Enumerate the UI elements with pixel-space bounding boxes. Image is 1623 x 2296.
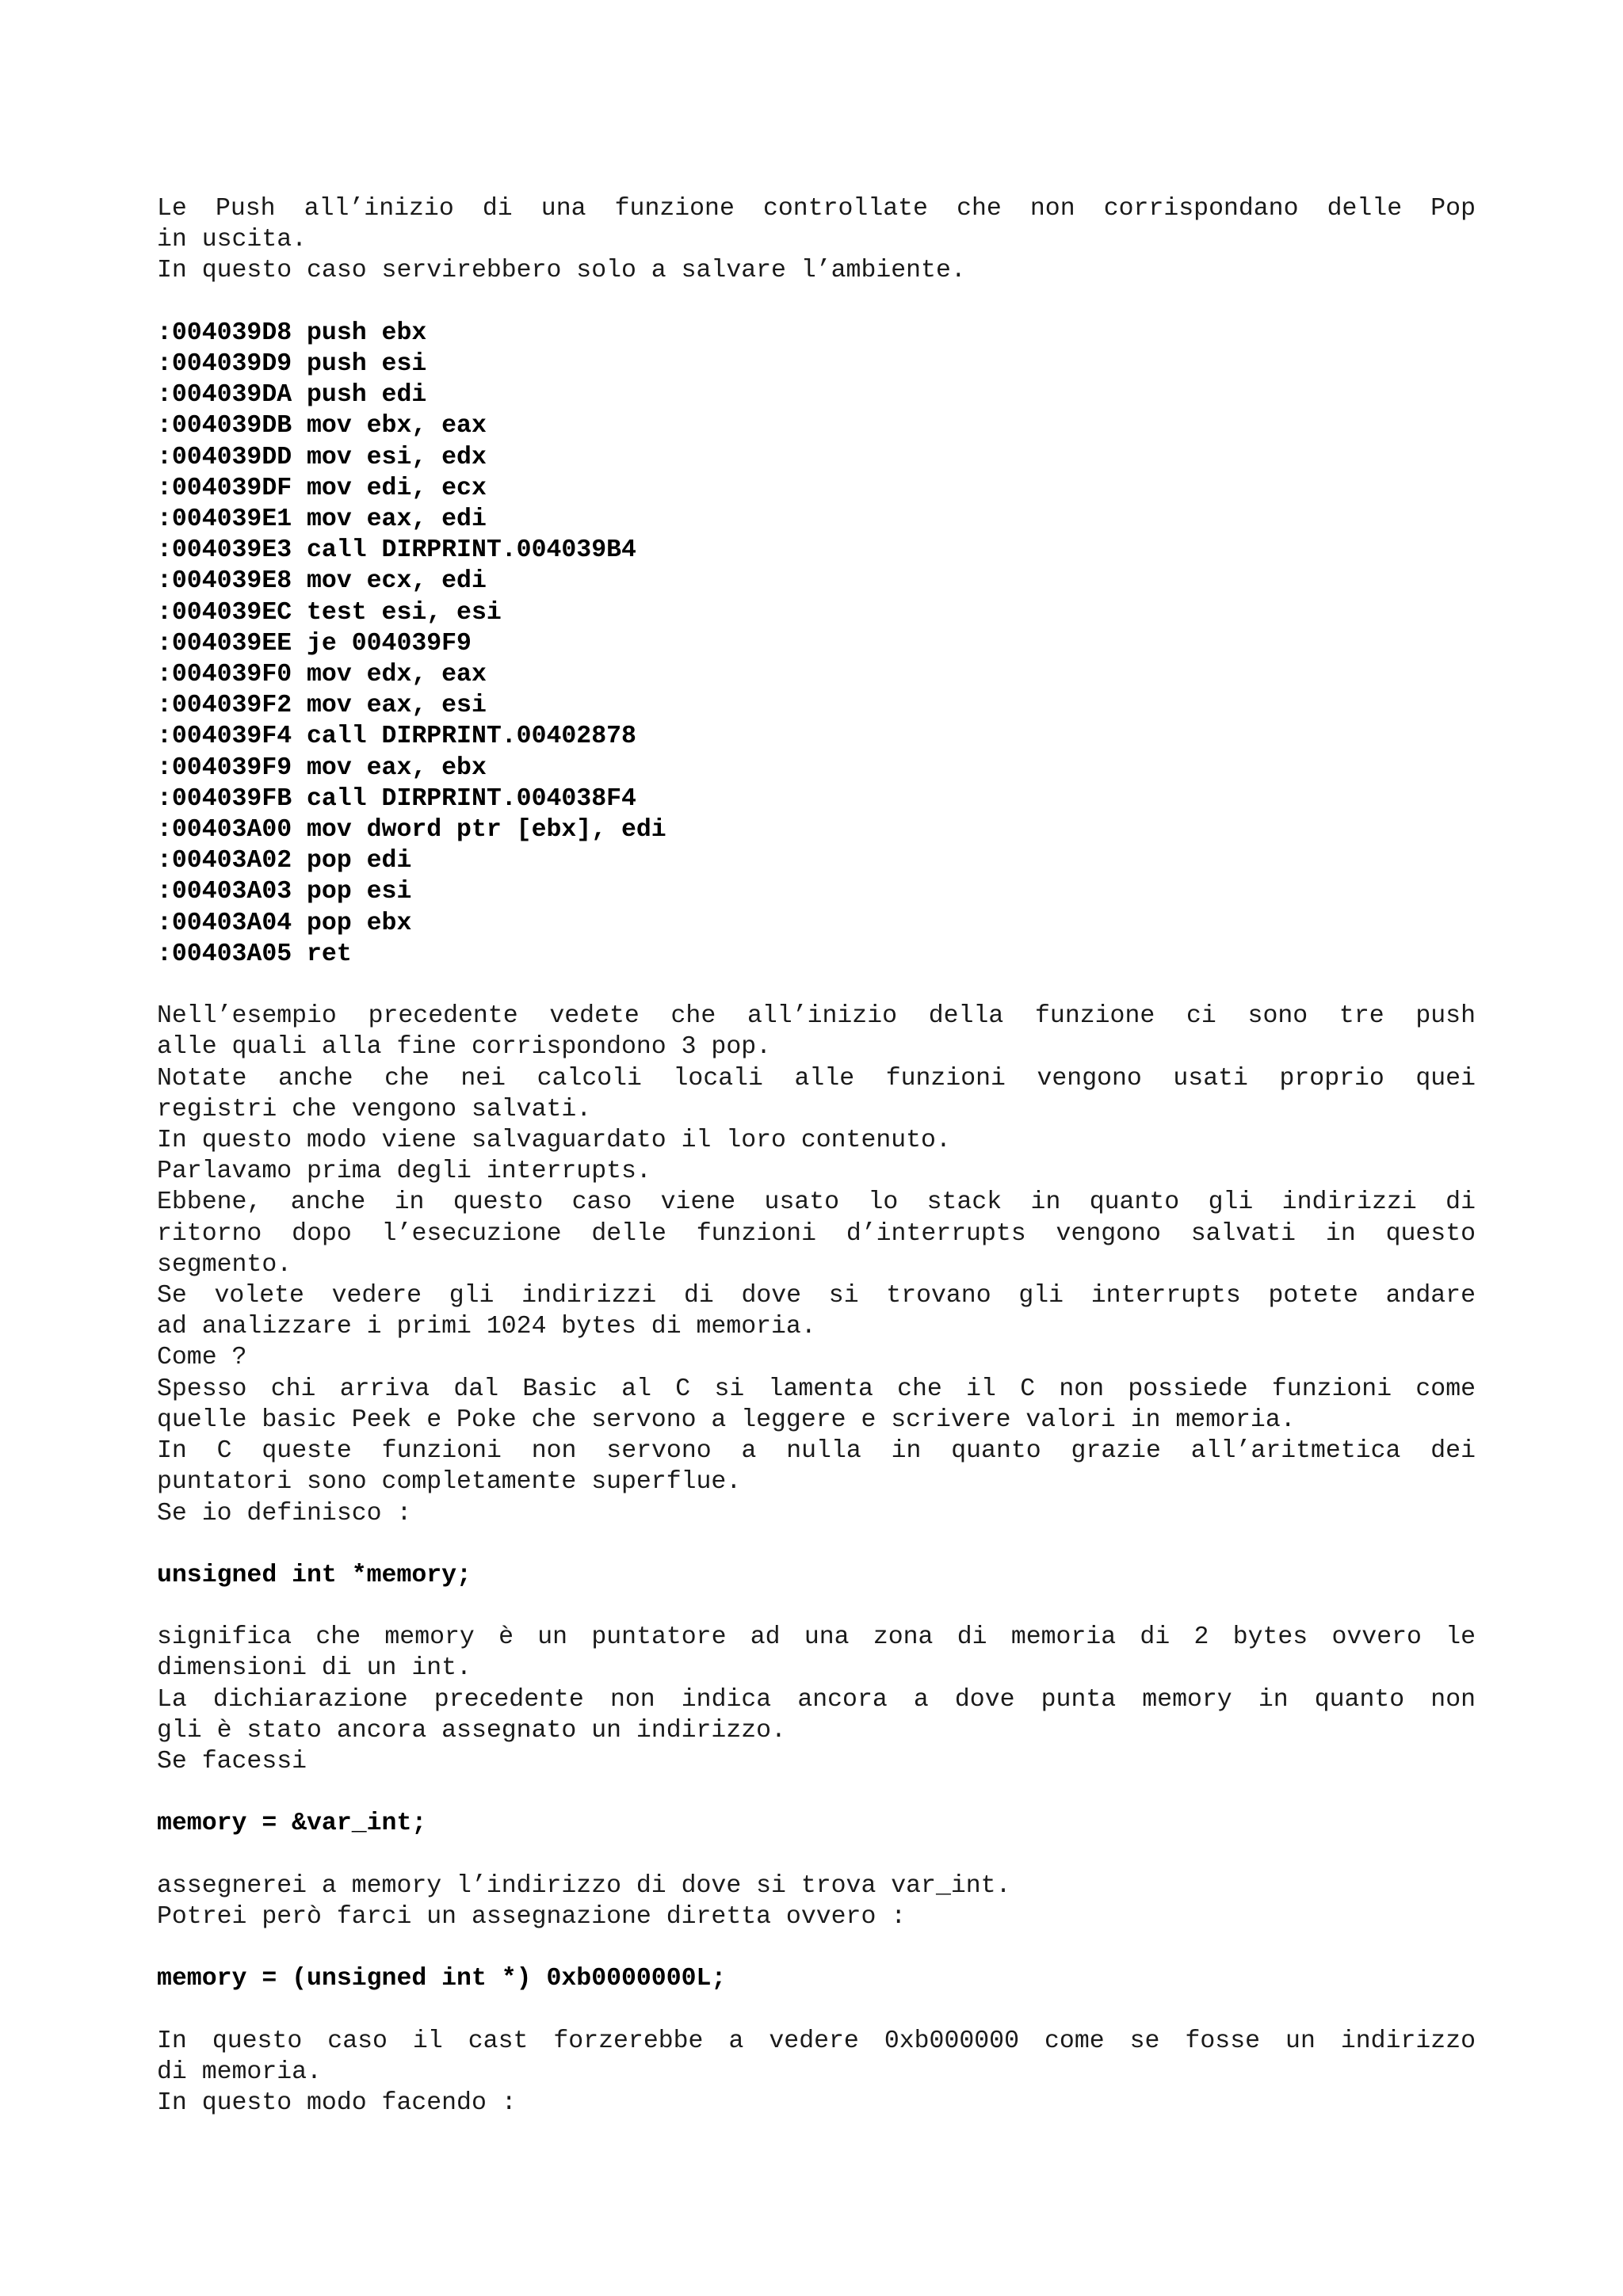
intro-paragraph — [157, 193, 1476, 287]
text-line: Come ? — [157, 1344, 247, 1372]
paragraph-gap — [157, 1932, 1476, 1963]
text-line: In questo caso servirebbero solo a salvare l’ambiente. — [157, 257, 966, 285]
asm-line: :004039F2 mov eax, esi — [157, 692, 487, 720]
asm-listing — [157, 318, 1476, 970]
paragraph-gap — [157, 1591, 1476, 1622]
text-line: dimensioni di un int. — [157, 1654, 472, 1683]
asm-line: :004039DD mov esi, edx — [157, 443, 487, 471]
text-line: puntatori sono completamente superflue. — [157, 1468, 742, 1497]
text-line: assegnerei a memory l’indirizzo di dove si trova var_int. — [157, 1871, 1011, 1900]
text-line: In questo modo facendo : — [157, 2089, 517, 2118]
asm-line: :004039DB mov ebx, eax — [157, 412, 487, 441]
code-snippet-assignment: memory = &var_int; — [157, 1810, 427, 1838]
asm-line: :004039E3 call DIRPRINT.004039B4 — [157, 536, 636, 565]
code-snippet-cast: memory = (unsigned int *) 0xb0000000L; — [157, 1965, 727, 1993]
text-line: significa che memory è un puntatore ad una zona di memoria di 2 bytes ovvero le — [157, 1623, 1476, 1652]
paragraph-gap — [157, 1840, 1476, 1871]
asm-line: :004039EE je 004039F9 — [157, 629, 472, 658]
asm-line: :004039F4 call DIRPRINT.00402878 — [157, 723, 636, 751]
text-line: Potrei però farci un assegnazione diretta ovvero : — [157, 1903, 907, 1932]
paragraph-gap — [157, 287, 1476, 318]
paragraph-gap — [157, 1529, 1476, 1560]
asm-line: :00403A03 pop esi — [157, 878, 412, 906]
asm-line: :004039F9 mov eax, ebx — [157, 753, 487, 782]
text-line: Spesso chi arriva dal Basic al C si lamenta che il C non possiede funzioni come — [157, 1375, 1476, 1403]
asm-line: :00403A00 mov dword ptr [ebx], edi — [157, 816, 666, 845]
explanation-paragraph — [157, 1001, 1476, 1528]
asm-line: :004039FB call DIRPRINT.004038F4 — [157, 784, 636, 813]
asm-line: :004039D8 push ebx — [157, 318, 427, 347]
explanation-paragraph — [157, 2026, 1476, 2119]
code-snippet-declaration: unsigned int *memory; — [157, 1561, 472, 1589]
document-page — [157, 193, 1476, 2119]
text-line: Ebbene, anche in questo caso viene usato lo stack in quanto gli indirizzi di — [157, 1188, 1476, 1217]
asm-line: :004039EC test esi, esi — [157, 598, 502, 627]
text-line: In questo caso il cast forzerebbe a vedere 0xb000000 come se fosse un indirizzo — [157, 2027, 1476, 2055]
text-line: gli è stato ancora assegnato un indirizzo. — [157, 1716, 786, 1745]
text-line: quelle basic Peek e Poke che servono a leggere e scrivere valori in memoria. — [157, 1405, 1296, 1434]
text-line: ritorno dopo l’esecuzione delle funzioni d’interrupts vengono salvati in questo — [157, 1219, 1476, 1248]
text-line: In C queste funzioni non servono a nulla in quanto grazie all’aritmetica dei — [157, 1437, 1476, 1466]
paragraph-gap — [157, 1777, 1476, 1808]
text-line: Notate anche che nei calcoli locali alle funzioni vengono usati proprio quei — [157, 1064, 1476, 1093]
explanation-paragraph — [157, 1622, 1476, 1777]
text-line: Nell’esempio precedente vedete che all’inizio della funzione ci sono tre push — [157, 1002, 1476, 1031]
text-line: di memoria. — [157, 2058, 322, 2087]
paragraph-gap — [157, 1995, 1476, 2026]
asm-line: :004039DA push edi — [157, 381, 427, 410]
asm-line: :00403A04 pop ebx — [157, 909, 412, 937]
text-line: Se facessi — [157, 1748, 307, 1776]
text-line: Se io definisco : — [157, 1499, 412, 1527]
explanation-paragraph — [157, 1871, 1476, 1932]
asm-line: :004039DF mov edi, ecx — [157, 474, 487, 502]
text-line: ad analizzare i primi 1024 bytes di memoria. — [157, 1313, 816, 1341]
text-line: Se volete vedere gli indirizzi di dove si trovano gli interrupts potete andare — [157, 1282, 1476, 1310]
asm-line: :00403A05 ret — [157, 940, 352, 968]
asm-line: :004039E8 mov ecx, edi — [157, 567, 487, 596]
text-line: In questo modo viene salvaguardato il loro contenuto. — [157, 1127, 951, 1155]
paragraph-gap — [157, 970, 1476, 1001]
text-line: Le Push all’inizio di una funzione controllate che non corrispondano delle Pop — [157, 195, 1476, 223]
asm-line: :00403A02 pop edi — [157, 847, 412, 875]
asm-line: :004039D9 push esi — [157, 350, 427, 378]
text-line: segmento. — [157, 1250, 292, 1279]
asm-line: :004039F0 mov edx, eax — [157, 661, 487, 689]
text-line: in uscita. — [157, 226, 307, 254]
text-line: Parlavamo prima degli interrupts. — [157, 1158, 651, 1186]
text-line: La dichiarazione precedente non indica ancora a dove punta memory in quanto non — [157, 1685, 1476, 1714]
text-line: registri che vengono salvati. — [157, 1095, 592, 1123]
text-line: alle quali alla fine corrispondono 3 pop. — [157, 1033, 772, 1062]
asm-line: :004039E1 mov eax, edi — [157, 505, 487, 534]
